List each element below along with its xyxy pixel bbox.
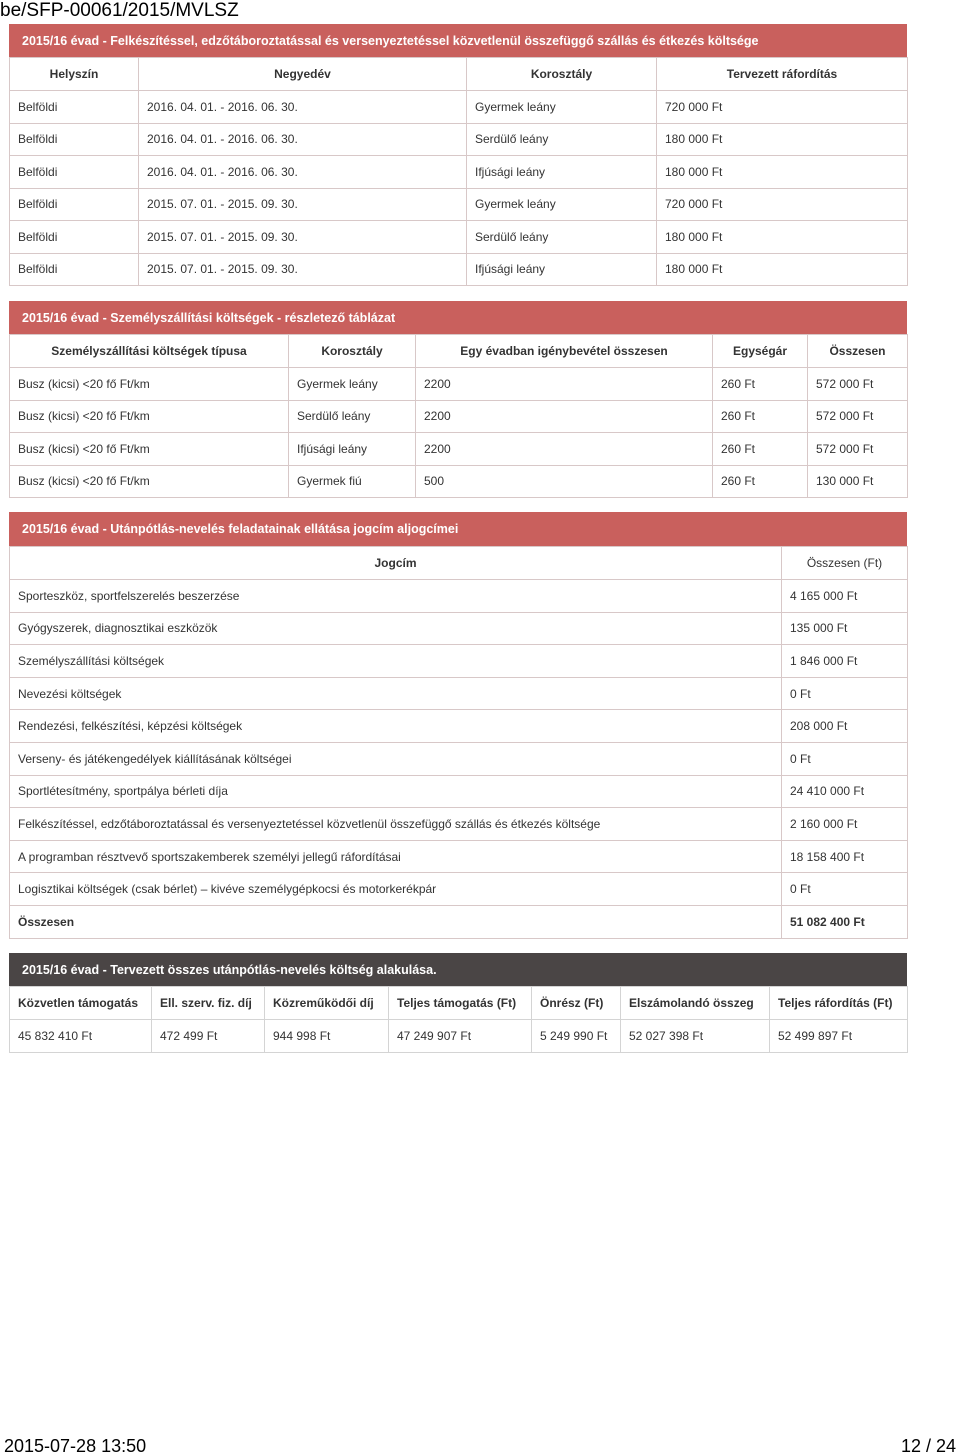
quarter-cell: 2016. 04. 01. - 2016. 06. 30. <box>139 91 467 124</box>
table-row <box>10 188 908 221</box>
total-cell: 130 000 Ft <box>808 465 908 498</box>
value-cell: 45 832 410 Ft <box>10 1020 152 1053</box>
table-row <box>10 840 908 873</box>
table-row <box>10 808 908 841</box>
transport-type-cell: Busz (kicsi) <20 fő Ft/km <box>10 368 289 401</box>
table-header-row <box>10 547 908 580</box>
planned-cost-cell: 180 000 Ft <box>657 156 908 189</box>
table-row <box>10 873 908 906</box>
accommodation-section <box>9 24 907 286</box>
age-group-cell: Gyermek leány <box>467 91 657 124</box>
value-cell: 472 499 Ft <box>152 1020 265 1053</box>
total-cell: 572 000 Ft <box>808 368 908 401</box>
column-header: Korosztály <box>289 335 416 368</box>
cost-summary-table <box>9 986 908 1053</box>
usage-cell: 2200 <box>416 400 713 433</box>
table-row <box>10 1020 908 1053</box>
table-header-row <box>10 987 908 1020</box>
table-row <box>10 156 908 189</box>
age-group-cell: Serdülő leány <box>289 400 416 433</box>
accommodation-table <box>9 57 908 286</box>
quarter-cell: 2016. 04. 01. - 2016. 06. 30. <box>139 123 467 156</box>
table-row <box>10 775 908 808</box>
location-cell: Belföldi <box>10 253 139 286</box>
transport-type-cell: Busz (kicsi) <20 fő Ft/km <box>10 433 289 466</box>
column-header: Egy évadban igénybevétel összesen <box>416 335 713 368</box>
age-group-cell: Ifjúsági leány <box>467 253 657 286</box>
transport-type-cell: Busz (kicsi) <20 fő Ft/km <box>10 400 289 433</box>
age-group-cell: Serdülő leány <box>467 221 657 254</box>
table-row <box>10 580 908 613</box>
total-amount-cell: 51 082 400 Ft <box>782 905 908 938</box>
title-cell: A programban résztvevő sportszakemberek személyi jellegű ráfordításai <box>10 840 782 873</box>
table-row <box>10 253 908 286</box>
cost-summary-section <box>9 953 907 1053</box>
age-group-cell: Ifjúsági leány <box>289 433 416 466</box>
column-header: Személyszállítási költségek típusa <box>10 335 289 368</box>
total-cell: 572 000 Ft <box>808 400 908 433</box>
title-cell: Sportlétesítmény, sportpálya bérleti díja <box>10 775 782 808</box>
column-header: Önrész (Ft) <box>532 987 621 1020</box>
location-cell: Belföldi <box>10 156 139 189</box>
column-header: Korosztály <box>467 58 657 91</box>
location-cell: Belföldi <box>10 91 139 124</box>
footer-datetime: 2015-07-28 13:50 <box>4 1436 147 1456</box>
value-cell: 47 249 907 Ft <box>389 1020 532 1053</box>
quarter-cell: 2015. 07. 01. - 2015. 09. 30. <box>139 188 467 221</box>
table-header-row <box>10 58 908 91</box>
age-group-cell: Ifjúsági leány <box>467 156 657 189</box>
title-cell: Rendezési, felkészítési, képzési költségek <box>10 710 782 743</box>
table-row <box>10 400 908 433</box>
column-header: Közvetlen támogatás <box>10 987 152 1020</box>
planned-cost-cell: 180 000 Ft <box>657 253 908 286</box>
table-row <box>10 677 908 710</box>
document-id: be/SFP-00061/2015/MVLSZ <box>0 0 239 21</box>
table-row <box>10 368 908 401</box>
usage-cell: 500 <box>416 465 713 498</box>
amount-cell: 0 Ft <box>782 677 908 710</box>
age-group-cell: Serdülő leány <box>467 123 657 156</box>
column-header: Összesen (Ft) <box>782 547 908 580</box>
table-row <box>10 612 908 645</box>
title-cell: Sporteszköz, sportfelszerelés beszerzése <box>10 580 782 613</box>
amount-cell: 4 165 000 Ft <box>782 580 908 613</box>
section-title: 2015/16 évad - Személyszállítási költségek - részletező táblázat <box>9 301 907 334</box>
location-cell: Belföldi <box>10 188 139 221</box>
transport-section <box>9 301 907 498</box>
title-cell: Személyszállítási költségek <box>10 645 782 678</box>
title-cell: Gyógyszerek, diagnosztikai eszközök <box>10 612 782 645</box>
amount-cell: 1 846 000 Ft <box>782 645 908 678</box>
transport-table <box>9 334 908 498</box>
amount-cell: 135 000 Ft <box>782 612 908 645</box>
column-header: Negyedév <box>139 58 467 91</box>
total-cell: 572 000 Ft <box>808 433 908 466</box>
value-cell: 52 027 398 Ft <box>621 1020 770 1053</box>
table-row <box>10 465 908 498</box>
title-cell: Felkészítéssel, edzőtáboroztatással és versenyeztetéssel közvetlenül összefüggő szállás és étkezés költsége <box>10 808 782 841</box>
column-header: Tervezett ráfordítás <box>657 58 908 91</box>
planned-cost-cell: 180 000 Ft <box>657 221 908 254</box>
title-cell: Nevezési költségek <box>10 677 782 710</box>
amount-cell: 2 160 000 Ft <box>782 808 908 841</box>
column-header: Teljes ráfordítás (Ft) <box>770 987 908 1020</box>
section-title: 2015/16 évad - Utánpótlás-nevelés feladatainak ellátása jogcím aljogcímei <box>9 512 907 546</box>
column-header: Jogcím <box>10 547 782 580</box>
amount-cell: 0 Ft <box>782 873 908 906</box>
column-header: Helyszín <box>10 58 139 91</box>
footer-page-number: 12 / 24 <box>900 1436 956 1456</box>
age-group-cell: Gyermek fiú <box>289 465 416 498</box>
age-group-cell: Gyermek leány <box>289 368 416 401</box>
table-row <box>10 91 908 124</box>
amount-cell: 18 158 400 Ft <box>782 840 908 873</box>
section-title: 2015/16 évad - Felkészítéssel, edzőtáboroztatással és versenyeztetéssel közvetlenül összefüggő szállás és étkezés költsége <box>9 24 907 57</box>
location-cell: Belföldi <box>10 123 139 156</box>
unit-price-cell: 260 Ft <box>713 433 808 466</box>
planned-cost-cell: 180 000 Ft <box>657 123 908 156</box>
unit-price-cell: 260 Ft <box>713 465 808 498</box>
location-cell: Belföldi <box>10 221 139 254</box>
column-header: Összesen <box>808 335 908 368</box>
title-cell: Logisztikai költségek (csak bérlet) – kivéve személygépkocsi és motorkerékpár <box>10 873 782 906</box>
age-group-cell: Gyermek leány <box>467 188 657 221</box>
usage-cell: 2200 <box>416 433 713 466</box>
unit-price-cell: 260 Ft <box>713 400 808 433</box>
unit-price-cell: 260 Ft <box>713 368 808 401</box>
column-header: Ell. szerv. fiz. díj <box>152 987 265 1020</box>
column-header: Egységár <box>713 335 808 368</box>
table-row <box>10 221 908 254</box>
usage-cell: 2200 <box>416 368 713 401</box>
column-header: Teljes támogatás (Ft) <box>389 987 532 1020</box>
value-cell: 944 998 Ft <box>265 1020 389 1053</box>
value-cell: 5 249 990 Ft <box>532 1020 621 1053</box>
table-row <box>10 645 908 678</box>
planned-cost-cell: 720 000 Ft <box>657 188 908 221</box>
total-label-cell: Összesen <box>10 905 782 938</box>
amount-cell: 0 Ft <box>782 742 908 775</box>
amount-cell: 208 000 Ft <box>782 710 908 743</box>
table-row <box>10 742 908 775</box>
transport-type-cell: Busz (kicsi) <20 fő Ft/km <box>10 465 289 498</box>
sub-titles-table <box>9 546 908 939</box>
quarter-cell: 2015. 07. 01. - 2015. 09. 30. <box>139 221 467 254</box>
table-header-row <box>10 335 908 368</box>
column-header: Elszámolandó összeg <box>621 987 770 1020</box>
title-cell: Verseny- és játékengedélyek kiállításának költségei <box>10 742 782 775</box>
total-row <box>10 905 908 938</box>
table-row <box>10 433 908 466</box>
section-title: 2015/16 évad - Tervezett összes utánpótlás-nevelés költség alakulása. <box>9 953 907 986</box>
column-header: Közreműködői díj <box>265 987 389 1020</box>
table-row <box>10 123 908 156</box>
sub-titles-section <box>9 512 907 939</box>
table-row <box>10 710 908 743</box>
quarter-cell: 2015. 07. 01. - 2015. 09. 30. <box>139 253 467 286</box>
amount-cell: 24 410 000 Ft <box>782 775 908 808</box>
quarter-cell: 2016. 04. 01. - 2016. 06. 30. <box>139 156 467 189</box>
value-cell: 52 499 897 Ft <box>770 1020 908 1053</box>
planned-cost-cell: 720 000 Ft <box>657 91 908 124</box>
